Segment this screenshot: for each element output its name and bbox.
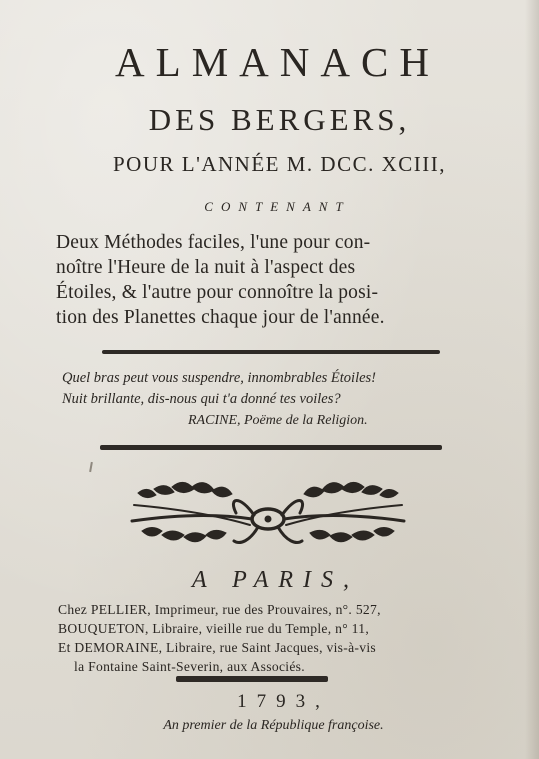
epigraph-attribution: RACINE, Poëme de la Religion. bbox=[188, 413, 368, 428]
title-contenant: CONTENANT bbox=[204, 199, 351, 214]
imprint-year: 1793, bbox=[237, 691, 330, 712]
divider-rule bbox=[176, 676, 328, 682]
title-des-bergers: DES BERGERS, bbox=[148, 102, 411, 137]
title-year-line: POUR L'ANNÉE M. DCC. XCIII, bbox=[112, 152, 447, 176]
imprint-line: Et DEMORAINE, Libraire, rue Saint Jacques, vis-à-vis bbox=[58, 640, 376, 655]
olive-branch-ornament-icon bbox=[124, 475, 412, 551]
imprint-city: A PARIS, bbox=[191, 567, 360, 593]
title-almanach: ALMANACH bbox=[115, 39, 440, 85]
imprint-line: la Fontaine Saint-Severin, aux Associés. bbox=[74, 659, 305, 674]
description-line: Deux Méthodes faciles, l'une pour con- bbox=[56, 232, 371, 253]
description-line: tion des Planettes chaque jour de l'année. bbox=[56, 307, 385, 328]
epigraph-line: Quel bras peut vous suspendre, innombrables Étoiles! bbox=[62, 370, 377, 386]
ink-mark bbox=[89, 462, 93, 472]
description-line: Étoiles, & l'autre pour connoître la posi- bbox=[56, 282, 379, 303]
description-line: noître l'Heure de la nuit à l'aspect des bbox=[56, 257, 356, 278]
imprint-line: Chez PELLIER, Imprimeur, rue des Prouvaires, n°. 527, bbox=[58, 602, 381, 617]
imprint-line: BOUQUETON, Libraire, vieille rue du Temple, n° 11, bbox=[58, 621, 370, 636]
imprint-era: An premier de la République françoise. bbox=[163, 718, 384, 733]
epigraph-line: Nuit brillante, dis-nous qui t'a donné tes voiles? bbox=[62, 391, 341, 407]
divider-rule bbox=[100, 445, 442, 450]
divider-rule bbox=[102, 350, 440, 354]
